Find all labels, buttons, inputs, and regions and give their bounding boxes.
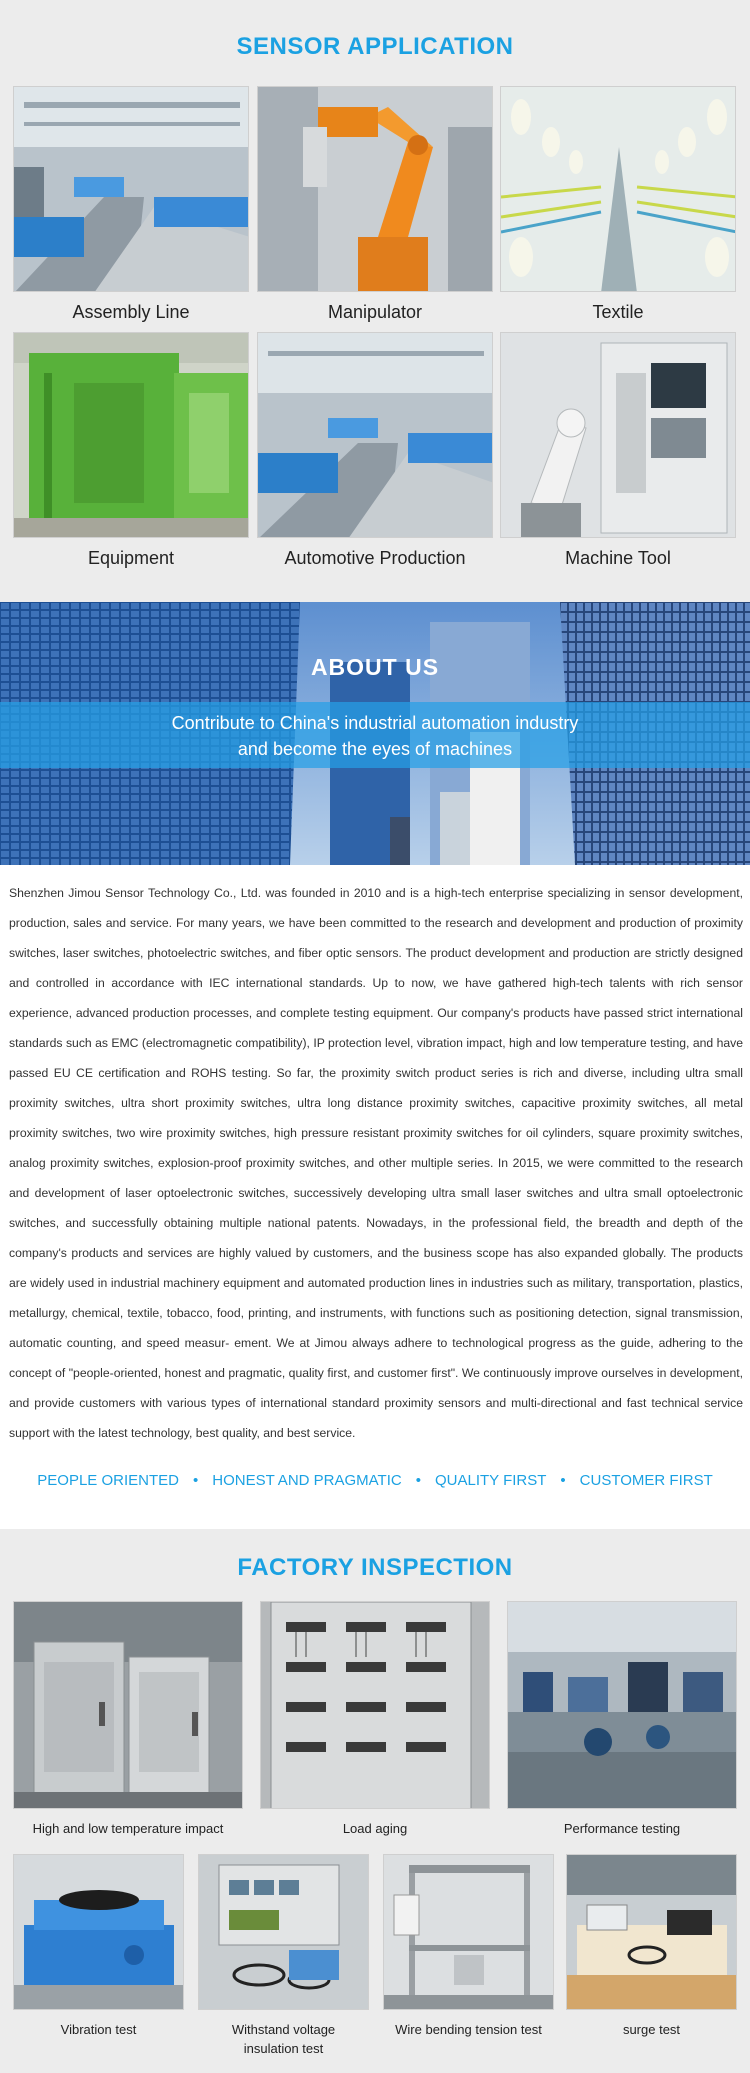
- equipment-image: [13, 332, 249, 538]
- app-card-equipment[interactable]: [13, 332, 249, 569]
- sensor-application-title: SENSOR APPLICATION: [236, 33, 514, 60]
- inspection-label-withstand-voltage: [198, 2020, 369, 2058]
- inspection-label-load-aging: Load aging: [342, 1821, 408, 1836]
- app-card-textile[interactable]: [500, 86, 736, 323]
- performance-testing-image: [507, 1601, 737, 1809]
- about-tagline-line-1: Contribute to China's industrial automation industry: [171, 713, 579, 733]
- app-card-machine-tool[interactable]: [500, 332, 736, 569]
- inspection-card-performance-testing[interactable]: [507, 1601, 737, 1838]
- value-separator: •: [560, 1472, 566, 1489]
- load-aging-image: [260, 1601, 490, 1809]
- value-honest-pragmatic: HONEST AND PRAGMATIC: [212, 1472, 402, 1489]
- sensor-application-section: [0, 0, 750, 602]
- company-values: [0, 1472, 750, 1489]
- inspection-card-temperature-impact[interactable]: [13, 1601, 243, 1838]
- inspection-card-vibration-test[interactable]: [13, 1854, 184, 2039]
- value-customer-first: CUSTOMER FIRST: [579, 1472, 713, 1489]
- about-us-banner: [0, 602, 750, 865]
- app-card-assembly-line[interactable]: [13, 86, 249, 323]
- value-quality-first: QUALITY FIRST: [434, 1472, 547, 1489]
- app-label-equipment: Equipment: [87, 548, 175, 568]
- inspection-label-withstand-voltage-line-2: insulation test: [243, 2041, 324, 2056]
- vibration-test-image: [13, 1854, 184, 2010]
- app-card-automotive-production[interactable]: [257, 332, 493, 569]
- inspection-card-wire-bending[interactable]: [383, 1854, 554, 2039]
- inspection-card-load-aging[interactable]: [260, 1601, 490, 1838]
- surge-test-image: [566, 1854, 737, 2010]
- withstand-voltage-image: [198, 1854, 369, 2010]
- wire-bending-image: [383, 1854, 554, 2010]
- inspection-label-vibration-test: Vibration test: [60, 2022, 137, 2037]
- about-tagline-line-2: and become the eyes of machines: [237, 739, 513, 759]
- value-people-oriented: PEOPLE ORIENTED: [37, 1472, 179, 1489]
- app-label-automotive-production: Automotive Production: [284, 548, 466, 568]
- inspection-label-surge-test: surge test: [622, 2022, 681, 2037]
- company-description: Shenzhen Jimou Sensor Technology Co., Ltd. was founded in 2010 and is a high-tech enterprise specializing in sensor development, production, sales and service. For many years, we have been committed to the research and development and production of proximity switches, laser switches, photoelectric switches, and fiber optic sensors. The product development and production are strictly designed and controlled in accordance with IEC international standards. Up to now, we have gathered high-tech talents with rich sensor experience, advanced production processes, and complete testing equipment. Our company's products have passed strict international standards such as EMC (electromagnetic compatibility), IP protection level, vibration impact, high and low temperature testing, and have passed EU CE certification and ROHS testing. So far, the proximity switch product series is rich and diverse, including ultra small proximity switches, ultra short proximity switches, ultra long distance proximity switches, capacitive proximity switches, all metal proximity switches, two wire proximity switches, high pressure resistant proximity switches for oil cylinders, square proximity switches, analog proximity switches, explosion-proof proximity switches, and other multiple series. In 2015, we were committed to the research and development of laser optoelectronic switches, successively developing ultra small laser switches and ultra small optoelectronic switches, and successfully obtaining multiple national patents. Nowadays, in the professional field, the breadth and depth of the company's products and services are highly valued by customers, and the business scope has also expanded globally. The products are widely used in industrial machinery equipment and automated production lines in industries such as military, transportation, plastics, metallurgy, chemical, textile, tobacco, food, printing, and instruments, with functions such as positioning detection, signal transmission, automatic counting, and speed measur- ement. We at Jimou always adhere to technological progress as the guide, adhering to the concept of "people-oriented, honest and pragmatic, quality first, and customer first". We continuously improve ourselves in development, and provide customers with various types of international standard proximity sensors and multi-directional and fast technical service support with the latest technology, best quality, and best service.: [9, 886, 743, 1440]
- about-us-title: ABOUT US: [310, 654, 440, 680]
- inspection-label-performance-testing: Performance testing: [563, 1821, 681, 1836]
- app-label-textile: Textile: [592, 302, 644, 322]
- app-label-assembly-line: Assembly Line: [72, 302, 190, 322]
- app-label-machine-tool: Machine Tool: [565, 548, 671, 568]
- value-separator: •: [192, 1472, 199, 1489]
- textile-image: [500, 86, 736, 292]
- manipulator-image: [257, 86, 493, 292]
- value-separator: •: [415, 1472, 421, 1489]
- temperature-chamber-image: [13, 1601, 243, 1809]
- assembly-line-image: [13, 86, 249, 292]
- factory-inspection-title: FACTORY INSPECTION: [237, 1554, 513, 1581]
- inspection-label-temperature-impact: High and low temperature impact: [32, 1821, 224, 1836]
- inspection-label-wire-bending: Wire bending tension test: [395, 2022, 542, 2037]
- app-label-manipulator: Manipulator: [327, 302, 423, 322]
- inspection-label-withstand-voltage-line-1: Withstand voltage: [231, 2022, 336, 2037]
- automotive-production-image: [257, 332, 493, 538]
- inspection-card-surge-test[interactable]: [566, 1854, 737, 2039]
- inspection-card-withstand-voltage[interactable]: [198, 1854, 369, 2058]
- app-card-manipulator[interactable]: [257, 86, 493, 323]
- factory-inspection-section: [0, 1529, 750, 2073]
- machine-tool-image: [500, 332, 736, 538]
